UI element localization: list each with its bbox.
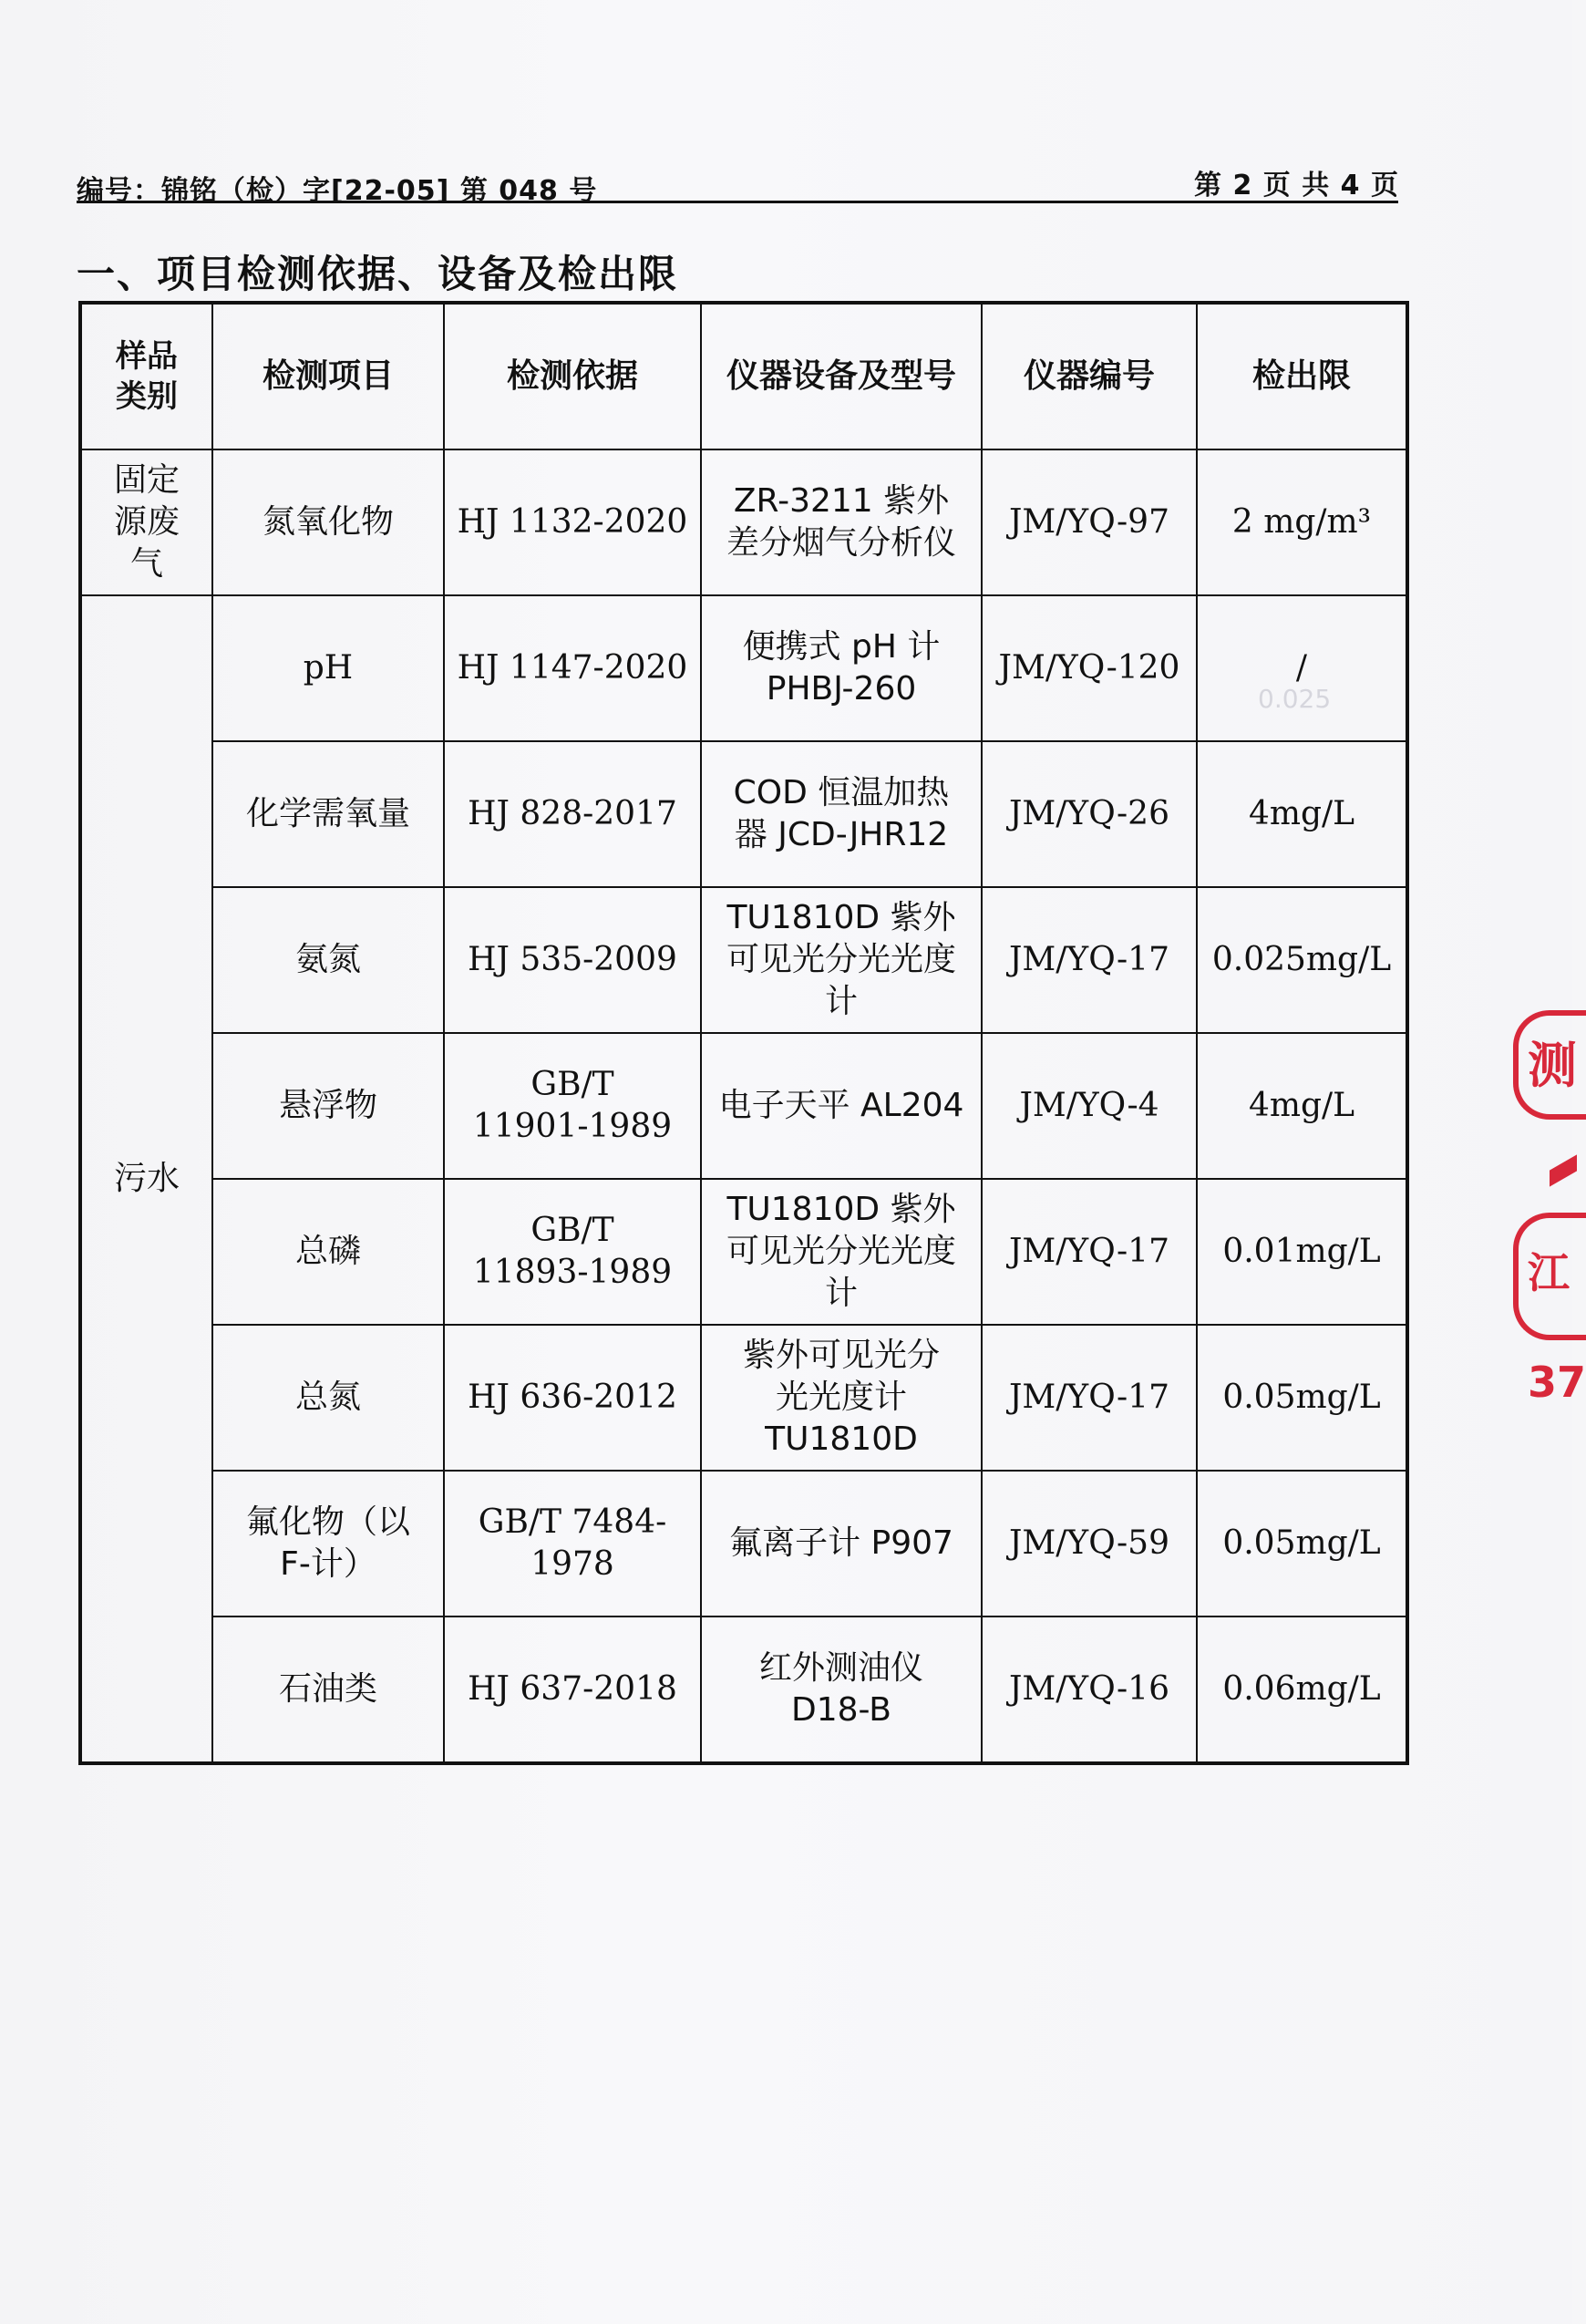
limit-cell: 4mg/L: [1197, 1033, 1407, 1179]
table-header-row: [80, 303, 1407, 449]
instrument-cell: ZR-3211 紫外差分烟气分析仪: [701, 449, 982, 595]
column-header-item: 检测项目: [212, 303, 444, 449]
instrument-no-cell: JM/YQ-17: [982, 1179, 1197, 1325]
column-header-category: 样品类别: [80, 303, 212, 449]
table-row: [80, 1179, 1407, 1325]
basis-cell: HJ 535-2009: [444, 887, 701, 1033]
category-cell: 污水: [80, 595, 212, 1763]
item-cell: 氮氧化物: [212, 449, 444, 595]
limit-cell: 0.05mg/L: [1197, 1471, 1407, 1616]
item-cell: 氨氮: [212, 887, 444, 1033]
header-divider: [77, 201, 1398, 203]
basis-cell: HJ 1147-2020: [444, 595, 701, 741]
detection-basis-table: [78, 301, 1409, 1765]
instrument-no-cell: JM/YQ-17: [982, 1325, 1197, 1471]
basis-cell: HJ 636-2012: [444, 1325, 701, 1471]
limit-cell: 0.06mg/L: [1197, 1616, 1407, 1763]
item-cell: pH: [212, 595, 444, 741]
table-row: [80, 741, 1407, 887]
red-seal-fragment-top: 测: [1513, 1010, 1586, 1120]
limit-cell: 0.025mg/L: [1197, 887, 1407, 1033]
basis-cell: GB/T 11893-1989: [444, 1179, 701, 1325]
basis-cell: HJ 828-2017: [444, 741, 701, 887]
instrument-no-cell: JM/YQ-120: [982, 595, 1197, 741]
instrument-cell: TU1810D 紫外可见光分光光度计: [701, 887, 982, 1033]
instrument-no-cell: JM/YQ-17: [982, 887, 1197, 1033]
column-header-instrument: 仪器设备及型号: [701, 303, 982, 449]
instrument-no-cell: JM/YQ-16: [982, 1616, 1197, 1763]
table-row: [80, 449, 1407, 595]
table-row: [80, 1616, 1407, 1763]
red-seal-mark: [1550, 1154, 1577, 1186]
item-cell: 化学需氧量: [212, 741, 444, 887]
instrument-cell: COD 恒温加热器 JCD-JHR12: [701, 741, 982, 887]
section-title: 一、项目检测依据、设备及检出限: [77, 252, 679, 296]
basis-cell: GB/T 7484-1978: [444, 1471, 701, 1616]
table-row: [80, 887, 1407, 1033]
document-number: 编号：锦铭（检）字[22-05] 第 048 号: [77, 175, 598, 207]
instrument-no-cell: JM/YQ-59: [982, 1471, 1197, 1616]
item-cell: 氟化物（以 F-计）: [212, 1471, 444, 1616]
instrument-cell: 紫外可见光分光光度计 TU1810D: [701, 1325, 982, 1471]
instrument-no-cell: JM/YQ-97: [982, 449, 1197, 595]
limit-cell: 2 mg/m³: [1197, 449, 1407, 595]
basis-cell: HJ 1132-2020: [444, 449, 701, 595]
red-seal-fragment-bottom: 江 37: [1513, 1213, 1586, 1340]
instrument-cell: 便携式 pH 计 PHBJ-260: [701, 595, 982, 741]
item-cell: 总磷: [212, 1179, 444, 1325]
instrument-cell: 氟离子计 P907: [701, 1471, 982, 1616]
item-cell: 石油类: [212, 1616, 444, 1763]
instrument-cell: TU1810D 紫外可见光分光光度计: [701, 1179, 982, 1325]
instrument-no-cell: JM/YQ-26: [982, 741, 1197, 887]
limit-cell: 4mg/L: [1197, 741, 1407, 887]
basis-cell: HJ 637-2018: [444, 1616, 701, 1763]
faint-show-through-text: 0.025: [1258, 684, 1332, 714]
page-indicator: 第 2 页 共 4 页: [1194, 170, 1399, 201]
limit-cell: /: [1197, 595, 1407, 741]
column-header-basis: 检测依据: [444, 303, 701, 449]
item-cell: 悬浮物: [212, 1033, 444, 1179]
instrument-no-cell: JM/YQ-4: [982, 1033, 1197, 1179]
basis-cell: GB/T 11901-1989: [444, 1033, 701, 1179]
instrument-cell: 电子天平 AL204: [701, 1033, 982, 1179]
table-row: [80, 595, 1407, 741]
instrument-cell: 红外测油仪 D18-B: [701, 1616, 982, 1763]
category-cell: 固定源废气: [80, 449, 212, 595]
column-header-instrument-no: 仪器编号: [982, 303, 1197, 449]
table-row: [80, 1033, 1407, 1179]
table-row: [80, 1325, 1407, 1471]
item-cell: 总氮: [212, 1325, 444, 1471]
table-row: [80, 1471, 1407, 1616]
limit-cell: 0.01mg/L: [1197, 1179, 1407, 1325]
column-header-limit: 检出限: [1197, 303, 1407, 449]
limit-cell: 0.05mg/L: [1197, 1325, 1407, 1471]
